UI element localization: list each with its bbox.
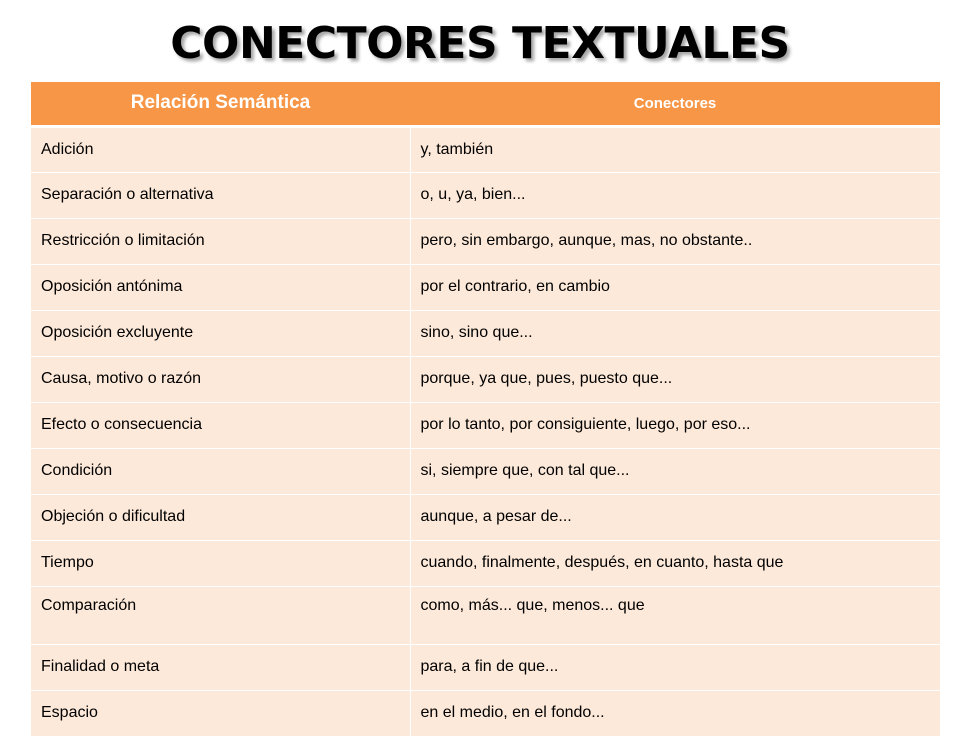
connectors-cell: pero, sin embargo, aunque, mas, no obstante.. <box>410 218 940 264</box>
table-row <box>31 402 940 448</box>
table-row <box>31 540 940 586</box>
connectors-cell: en el medio, en el fondo... <box>410 690 940 736</box>
connectors-table <box>31 82 941 737</box>
page-title: CONECTORES TEXTUALES <box>170 18 790 69</box>
table-row <box>31 690 940 736</box>
connectors-cell: por lo tanto, por consiguiente, luego, por eso... <box>410 402 940 448</box>
relation-cell: Condición <box>31 448 410 494</box>
connectors-cell: o, u, ya, bien... <box>410 172 940 218</box>
table-row <box>31 448 940 494</box>
table-row <box>31 586 940 644</box>
header-semantic-relation: Relación Semántica <box>31 82 410 126</box>
relation-cell: Oposición antónima <box>31 264 410 310</box>
connectors-cell: porque, ya que, pues, puesto que... <box>410 356 940 402</box>
connectors-cell: como, más... que, menos... que <box>410 586 940 644</box>
table-row <box>31 494 940 540</box>
table-row <box>31 264 940 310</box>
table-row <box>31 310 940 356</box>
relation-cell: Tiempo <box>31 540 410 586</box>
relation-cell: Adición <box>31 126 410 172</box>
relation-cell: Efecto o consecuencia <box>31 402 410 448</box>
table-header <box>31 82 940 126</box>
relation-cell: Restricción o limitación <box>31 218 410 264</box>
relation-cell: Finalidad o meta <box>31 644 410 690</box>
connectors-cell: y, también <box>410 126 940 172</box>
connectors-cell: para, a fin de que... <box>410 644 940 690</box>
connectors-cell: aunque, a pesar de... <box>410 494 940 540</box>
table-row <box>31 218 940 264</box>
table-row <box>31 172 940 218</box>
connectors-cell: si, siempre que, con tal que... <box>410 448 940 494</box>
relation-cell: Causa, motivo o razón <box>31 356 410 402</box>
relation-cell: Espacio <box>31 690 410 736</box>
header-row <box>31 82 940 126</box>
table-row <box>31 644 940 690</box>
connectors-cell: por el contrario, en cambio <box>410 264 940 310</box>
relation-cell: Objeción o dificultad <box>31 494 410 540</box>
relation-cell: Comparación <box>31 586 410 644</box>
table-row <box>31 356 940 402</box>
connectors-cell: cuando, finalmente, después, en cuanto, hasta que <box>410 540 940 586</box>
relation-cell: Oposición excluyente <box>31 310 410 356</box>
header-connectors: Conectores <box>410 82 940 126</box>
table-row <box>31 126 940 172</box>
connectors-cell: sino, sino que... <box>410 310 940 356</box>
relation-cell: Separación o alternativa <box>31 172 410 218</box>
table-body <box>31 126 940 736</box>
